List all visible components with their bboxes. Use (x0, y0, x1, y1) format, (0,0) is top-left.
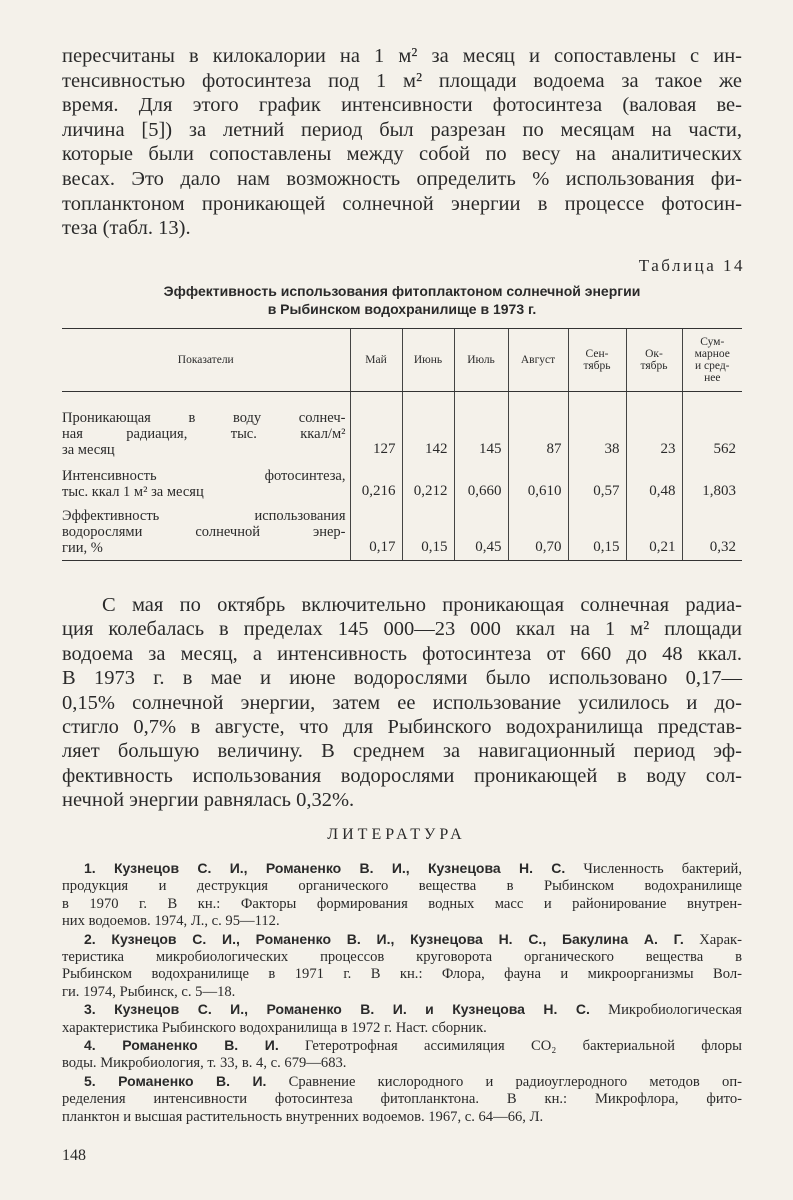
page-number: 148 (62, 1147, 86, 1164)
text-line: ляет большую величину. В среднем за навигационный период эф- (62, 740, 742, 763)
table-cell: 0,212 (402, 468, 454, 508)
column-header: Май (350, 329, 402, 392)
reference-authors: 5. Романенко В. И. (84, 1072, 267, 1089)
reference-item (62, 1037, 742, 1073)
text-line: нечной энергии равнялась 0,32%. (62, 789, 355, 812)
text-line: стигло 0,7% в августе, что для Рыбинского водохранилища представ- (62, 716, 742, 739)
table-cell: 145 (454, 392, 508, 469)
reference-line: Рыбинском водохранилище в 1971 г. В кн.: Флора, фауна и микроорганизмы Вол- (62, 966, 742, 983)
reference-line: планктон и высшая растительность внутренних водоемов. 1967, с. 64—66, Л. (62, 1108, 544, 1125)
table-row (62, 508, 742, 561)
text-line: топланктоном проникающей солнечной энергии в процессе фотосин- (62, 192, 742, 215)
reference-line: теристика микробиологических процессов круговорота органического вещества в (62, 949, 742, 966)
table-row (62, 392, 742, 469)
reference-line: ределения интенсивности фотосинтеза фитопланктона. В кн.: Микрофлора, фито- (62, 1091, 742, 1108)
table-row (62, 468, 742, 508)
reference-line (62, 860, 742, 878)
reference-line: характеристика Рыбинского водохранилища в 1972 г. Наст. сборник. (62, 1019, 487, 1036)
text-line: С мая по октябрь включительно проникающая солнечная радиа- (102, 594, 742, 616)
intro-paragraph (62, 44, 742, 241)
row-label-line: водорослями солнечной энер- (62, 524, 346, 540)
reference-text: Численность бактерий, (583, 861, 742, 877)
row-label (62, 508, 350, 561)
row-label (62, 392, 350, 469)
column-header: Сум- марное и сред- нее (682, 329, 742, 392)
row-label-line: тыс. ккал 1 м² за месяц (62, 484, 204, 500)
text-line: весах. Это дало нам возможность определить % использования фи- (62, 167, 742, 190)
reference-item (62, 1073, 742, 1126)
reference-line (62, 1001, 742, 1019)
table-cell: 127 (350, 392, 402, 469)
reference-item (62, 860, 742, 931)
discussion-paragraph (62, 593, 742, 813)
reference-authors: 3. Кузнецов С. И., Романенко В. И. и Кузнецова Н. С. (84, 1001, 590, 1018)
row-label-line: Эффективность использования (62, 508, 346, 524)
reference-text: Сравнение кислородного и радиоуглеродного методов оп- (288, 1073, 742, 1090)
table-cell: 0,15 (568, 508, 626, 561)
efficiency-table (62, 328, 742, 561)
table-cell: 142 (402, 392, 454, 469)
table-cell: 0,21 (626, 508, 682, 561)
table-cell: 562 (682, 392, 742, 469)
column-header: Июнь (402, 329, 454, 392)
reference-line: в 1970 г. В кн.: Факторы формирования водных масс и районирование внутрен- (62, 895, 742, 912)
table-title-line-1: Эффективность использования фитоплактоном солнечной энергии (163, 283, 641, 299)
text-line: теза (табл. 13). (62, 217, 191, 240)
reference-text: Харак- (699, 931, 742, 948)
reference-line (62, 1037, 742, 1055)
table-cell: 0,660 (454, 468, 508, 508)
text-line: которые были сопоставлены между собой по весу на аналитических (62, 143, 742, 166)
text-line: пересчитаны в килокалории на 1 м² за месяц и сопоставлены с ин- (62, 45, 742, 67)
text-line: водоема за месяц, а интенсивность фотосинтеза от 660 до 48 ккал. (62, 642, 742, 665)
column-header: Показатели (62, 329, 350, 392)
table-cell: 0,32 (682, 508, 742, 561)
column-header: Август (508, 329, 568, 392)
table-cell: 87 (508, 392, 568, 469)
column-header: Июль (454, 329, 508, 392)
reference-line: них водоемов. 1974, Л., с. 95—112. (62, 913, 280, 930)
reference-line (62, 1073, 742, 1091)
text-line: ция колебалась в пределах 145 000—23 000 ккал на 1 м² площади (62, 618, 742, 641)
table-cell: 0,610 (508, 468, 568, 508)
reference-line (62, 931, 742, 949)
reference-authors: 2. Кузнецов С. И., Романенко В. И., Кузнецова Н. С., Бакулина А. Г. (84, 930, 684, 947)
reference-list (62, 860, 742, 1126)
reference-authors: 1. Кузнецов С. И., Романенко В. И., Кузнецова Н. С. (84, 860, 566, 876)
column-header: Сен- тябрь (568, 329, 626, 392)
text-line: личина [5]) за летний период был разрезан по месяцам на части, (62, 118, 742, 141)
table-cell: 0,15 (402, 508, 454, 561)
reference-line: воды. Микробиология, т. 33, в. 4, с. 679—683. (62, 1055, 347, 1072)
row-label-line: ная радиация, тыс. ккал/м² (62, 426, 346, 442)
text-line: фективность использования водорослями проникающей в воду сол- (62, 764, 742, 787)
table-title-line-2: в Рыбинском водохранилище в 1973 г. (267, 301, 537, 317)
column-header: Ок- тябрь (626, 329, 682, 392)
table-title (62, 282, 742, 318)
table-cell: 0,17 (350, 508, 402, 561)
table-header-row (62, 329, 742, 392)
table-cell: 23 (626, 392, 682, 469)
text-line: время. Для этого график интенсивности фотосинтеза (валовая ве- (62, 94, 742, 117)
reference-line: ги. 1974, Рыбинск, с. 5—18. (62, 983, 236, 1000)
reference-line: продукция и деструкция органического вещества в Рыбинском водохранилище (62, 878, 742, 895)
reference-item (62, 931, 742, 1002)
reference-text: Гетеротрофная ассимиляция CO₂ бактериальной флоры (305, 1038, 742, 1055)
table-cell: 0,70 (508, 508, 568, 561)
reference-authors: 4. Романенко В. И. (84, 1037, 279, 1054)
text-line: В 1973 г. в мае и июне водорослями было использовано 0,17— (62, 667, 742, 690)
table-cell: 38 (568, 392, 626, 469)
row-label-line: гии, % (62, 540, 103, 556)
reference-text: Микробиологическая (608, 1002, 742, 1019)
row-label (62, 468, 350, 508)
table-cell: 0,216 (350, 468, 402, 508)
reference-item (62, 1001, 742, 1037)
table-cell: 0,57 (568, 468, 626, 508)
row-label-line: Интенсивность фотосинтеза, (62, 468, 346, 484)
text-line: тенсивностью фотосинтеза под 1 м² площади водоема за такое же (62, 69, 742, 92)
row-label-line: Проникающая в воду солнеч- (62, 410, 346, 426)
table-cell: 0,45 (454, 508, 508, 561)
table-label: Таблица 14 (638, 256, 745, 275)
literature-heading: ЛИТЕРАТУРА (327, 826, 466, 843)
text-line: 0,15% солнечной энергии, затем ее использование усилилось и до- (62, 691, 742, 714)
table-cell: 1,803 (682, 468, 742, 508)
table-cell: 0,48 (626, 468, 682, 508)
row-label-line: за месяц (62, 442, 115, 458)
